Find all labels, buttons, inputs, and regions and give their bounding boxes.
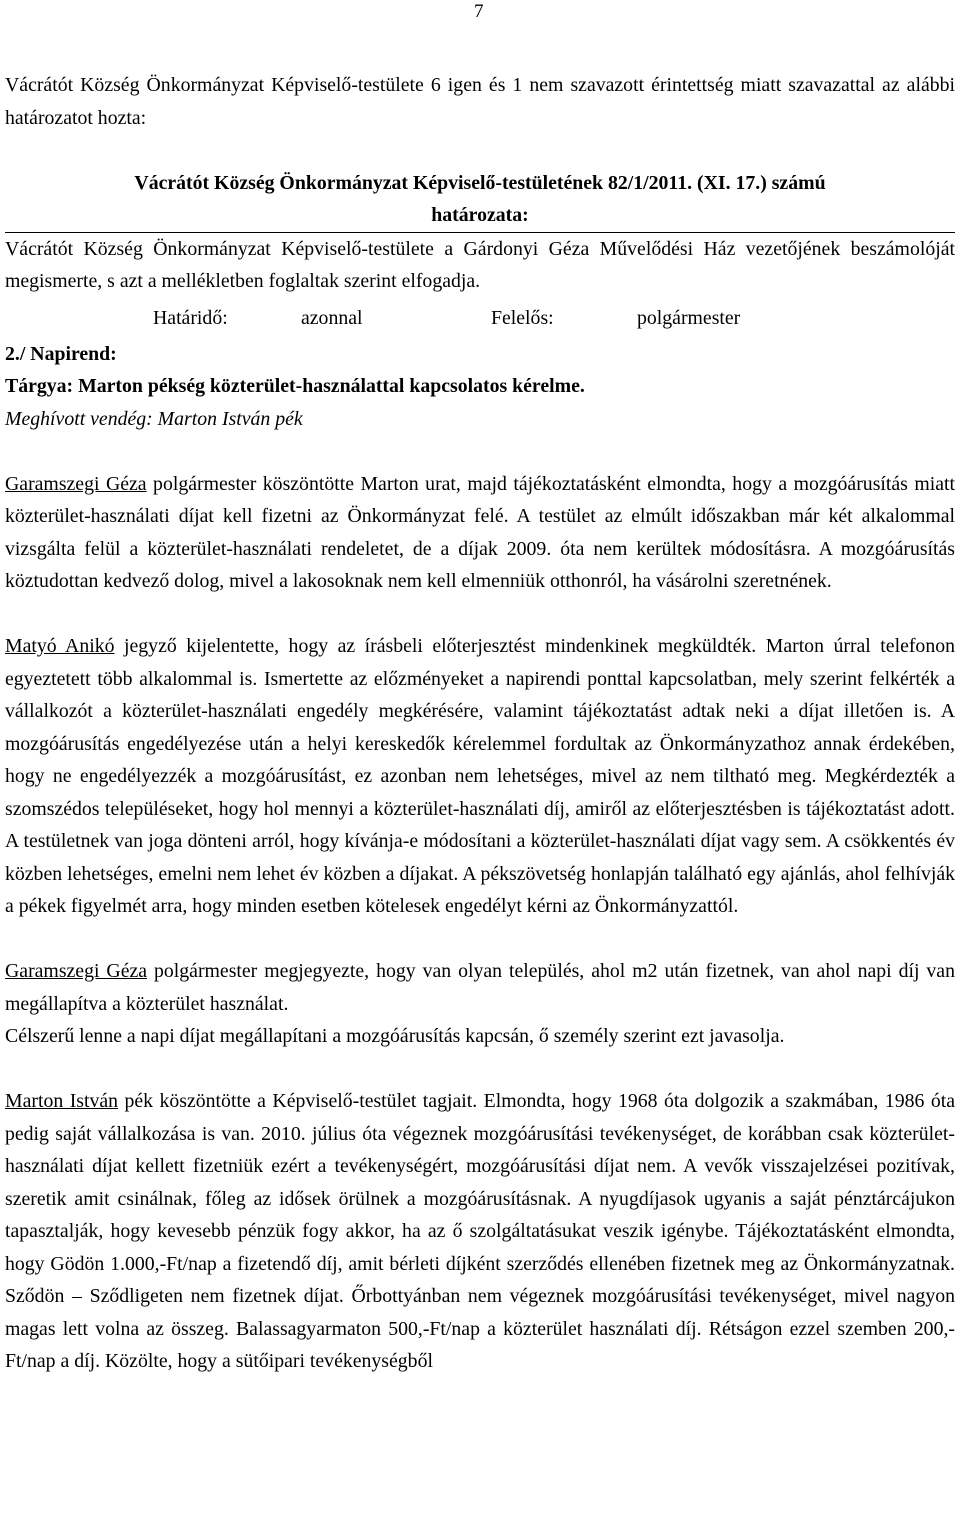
speaker-name: Garamszegi Géza: [5, 960, 148, 982]
paragraph-3-continuation: Célszerű lenne a napi díjat megállapítani a mozgóárusítás kapcsán, ő személy szerint ezt javasolja.: [5, 1025, 785, 1047]
resolution-title: Vácrátót Község Önkormányzat Képviselő-testületének 82/1/2011. (XI. 17.) számú: [134, 171, 826, 194]
resolution-text: Vácrátót Község Önkormányzat Képviselő-testülete a Gárdonyi Géza Művelődési Ház vezetőjének beszámolóját megismerte, s azt a mellékletben foglaltak szerint elfogadja.: [5, 237, 955, 292]
speaker-name: Matyó Anikó: [5, 635, 115, 657]
speaker-name: Garamszegi Géza: [5, 472, 147, 495]
resolution-subtitle: határozata:: [5, 199, 955, 233]
spacer: [5, 435, 955, 468]
paragraph-3: [5, 955, 955, 1020]
deadline-row: [5, 298, 955, 338]
responsible-value: polgármester: [637, 306, 741, 329]
invited-guest: Meghívott vendég: Marton István pék: [5, 407, 303, 430]
spacer: [5, 1053, 955, 1086]
paragraph-text: polgármester köszöntötte Marton urat, majd tájékoztatásként elmondta, hogy a mozgóárusítás miatt közterület-használati díjat kell fizetni az Önkormányzat felé. A testület az elmúlt időszakban már két alkalommal vizsgálta felül a közterület-használati rendeletet, de a díjak 2009. óta nem kerültek módosításra. A mozgóárusítás köztudottan kedvező dolog, mivel a lakosoknak nem kell elmenniük otthonról, ha vásárolni szeretnének.: [5, 472, 955, 592]
agenda-heading: 2./ Napirend:: [5, 342, 117, 365]
paragraph-1: [5, 468, 955, 598]
speaker-name: Marton István: [5, 1090, 119, 1112]
spacer: [5, 598, 955, 631]
deadline-label: Határidő:: [153, 306, 228, 329]
paragraph-2: [5, 630, 955, 923]
paragraph-text: polgármester megjegyezte, hogy van olyan település, ahol m2 után fizetnek, van ahol napi díj van megállapítva a közterület használat.: [5, 960, 955, 1015]
paragraph-text: pék köszöntötte a Képviselő-testület tagjait. Elmondta, hogy 1968 óta dolgozik a szakmában, 1986 óta pedig saját vállalkozása is van. 2010. július óta végeznek mozgóárusítási tevékenységet, de korábban csak közterület-használati díjat kellett fizetniük ezért a tevékenységért, mozgóárusítási díjat nem. A vevők visszajelzései pozitívak, szeretik amit csinálnak, főleg az idősek örülnek a mozgóárusításnak. A nyugdíjasok ugyanis a saját pénztárcájukon tapasztalják, hogy kevesebb pénzük fogy akkor, ha az ő szolgáltatásukat veszik igénybe. Tájékoztatásként elmondta, hogy Gödön 1.000,-Ft/nap a fizetendő díj, amit bérleti díjként szerződés ellenében fizetnek meg az Önkormányzatnak. Sződön – Sződligeten nem fizetnek díjat. Őrbottyánban nem végeznek mozgóárusítási tevékenységet, mivel nagyon magas lett volna az összeg. Balassagyarmaton 500,-Ft/nap a közterület használati díj. Rétságon ezzel szemben 200,-Ft/nap a díj. Közölte, hogy a sütőipari tevékenységből: [5, 1090, 955, 1372]
page-number: 7: [474, 1, 484, 22]
document-body: [5, 69, 955, 1378]
deadline-value: azonnal: [301, 306, 363, 329]
intro-paragraph: Vácrátót Község Önkormányzat Képviselő-testülete 6 igen és 1 nem szavazott érintettség miatt szavazattal az alábbi határozatot hozta:: [5, 74, 955, 129]
paragraph-text: jegyző kijelentette, hogy az írásbeli előterjesztést mindenkinek megküldték. Marton úrral telefonon egyeztetett több alkalommal is. Ismertette az előzményeket a napirendi ponttal kapcsolatban, mely szerint felkérték a vállalkozót a közterület-használati engedély megkérésére, valamint tájékoztatást adtak neki a díjat illetően is. A mozgóárusítás engedélyezése után a helyi kereskedők kérelemmel fordultak az Önkormányzathoz annak érdekében, hogy ne engedélyezzék a mozgóárusítást, ez azonban nem lehetséges, mivel az nem tiltható meg. Megkérdezték a szomszédos településeket, hogy hol mennyi a közterület-használati díj, amiről az előterjesztésben is tájékoztatást adott. A testületnek van joga dönteni arról, hogy kívánja-e módosítani a közterület-használati díjat vagy sem. A csökkentés év közben lehetséges, emelni nem lehet év közben a díjakat. A pékszövetség honlapján található egy ajánlás, ahol felhívják a pékek figyelmét arra, hogy minden esetben kötelesek engedélyt kérni az Önkormányzattól.: [5, 635, 955, 917]
spacer: [5, 134, 955, 167]
paragraph-4: [5, 1085, 955, 1378]
responsible-label: Felelős:: [491, 306, 554, 329]
spacer: [5, 923, 955, 956]
agenda-subject: Tárgya: Marton pékség közterület-használattal kapcsolatos kérelme.: [5, 375, 585, 397]
